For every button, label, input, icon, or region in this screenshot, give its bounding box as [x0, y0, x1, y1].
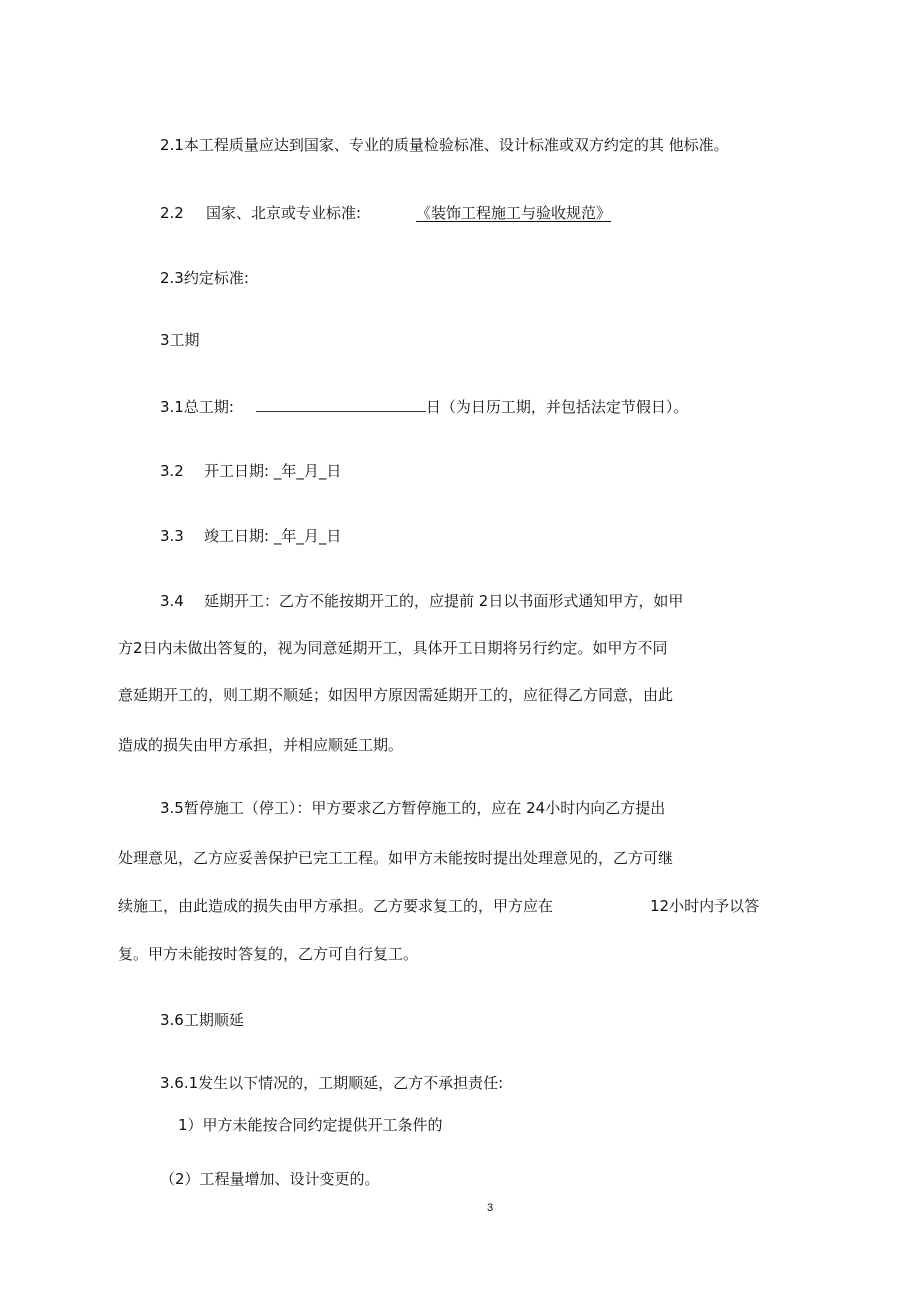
- clause-3-3-number: 3.3: [160, 527, 184, 545]
- clause-3-2: [160, 461, 341, 481]
- list-item-1: 1）甲方未能按合同约定提供开工条件的: [178, 1116, 443, 1134]
- clause-3-5-line-3-right: 12小时内予以答: [650, 897, 760, 915]
- start-date-text: 开工日期: _年_月_日: [204, 462, 342, 480]
- section-3-heading: 3工期: [160, 331, 200, 349]
- clause-3-1-label: 3.1总工期:: [160, 398, 234, 416]
- clause-3-1-suffix: 日（为日历工期，并包括法定节假日）。: [425, 398, 689, 416]
- clause-3-5-line-2: 处理意见，乙方应妥善保护已完工工程。如甲方未能按时提出处理意见的，乙方可继: [118, 849, 674, 867]
- clause-3-4-line-3: 意延期开工的，则工期不顺延；如因甲方原因需延期开工的，应征得乙方同意，由此: [118, 686, 674, 704]
- clause-3-5-line-1: 3.5暂停施工（停工）：甲方要求乙方暂停施工的，应在 24小时内向乙方提出: [160, 799, 666, 817]
- clause-3-4-number: 3.4: [160, 592, 184, 610]
- page-number: 3: [487, 1202, 494, 1214]
- clause-2-2: [160, 203, 361, 223]
- total-duration-blank: [256, 397, 426, 412]
- clause-2-1: 2.1本工程质量应达到国家、专业的质量检验标准、设计标准或双方约定的其 他标准。: [160, 136, 729, 154]
- clause-2-2-standard-value: 《装饰工程施工与验收规范》: [416, 204, 612, 222]
- clause-3-5-line-3-left: 续施工，由此造成的损失由甲方承担。乙方要求复工的，甲方应在: [118, 897, 554, 915]
- clause-3-6-1: 3.6.1发生以下情况的，工期顺延，乙方不承担责任:: [160, 1074, 504, 1092]
- clause-3-2-number: 3.2: [160, 462, 184, 480]
- completion-date-text: 竣工日期: _年_月_日: [204, 527, 342, 545]
- clause-3-5-line-4: 复。甲方未能按时答复的，乙方可自行复工。: [118, 945, 419, 963]
- clause-2-2-label: 国家、北京或专业标准:: [206, 204, 362, 222]
- clause-3-4-line-4: 造成的损失由甲方承担，并相应顺延工期。: [118, 736, 404, 754]
- clause-3-3: [160, 526, 341, 546]
- list-item-2: （2）工程量增加、设计变更的。: [160, 1170, 380, 1188]
- clause-2-3: 2.3约定标准:: [160, 269, 249, 287]
- clause-3-4-line-1: [160, 591, 683, 611]
- clause-3-4-line-2: 方2日内未做出答复的，视为同意延期开工，具体开工日期将另行约定。如甲方不同: [118, 639, 668, 657]
- clause-3-6: 3.6工期顺延: [160, 1011, 244, 1029]
- clause-2-2-number: 2.2: [160, 204, 184, 222]
- clause-3-4-text: 延期开工：乙方不能按期开工的，应提前 2日以书面形式通知甲方，如甲: [204, 592, 684, 610]
- clause-3-1: [160, 397, 688, 417]
